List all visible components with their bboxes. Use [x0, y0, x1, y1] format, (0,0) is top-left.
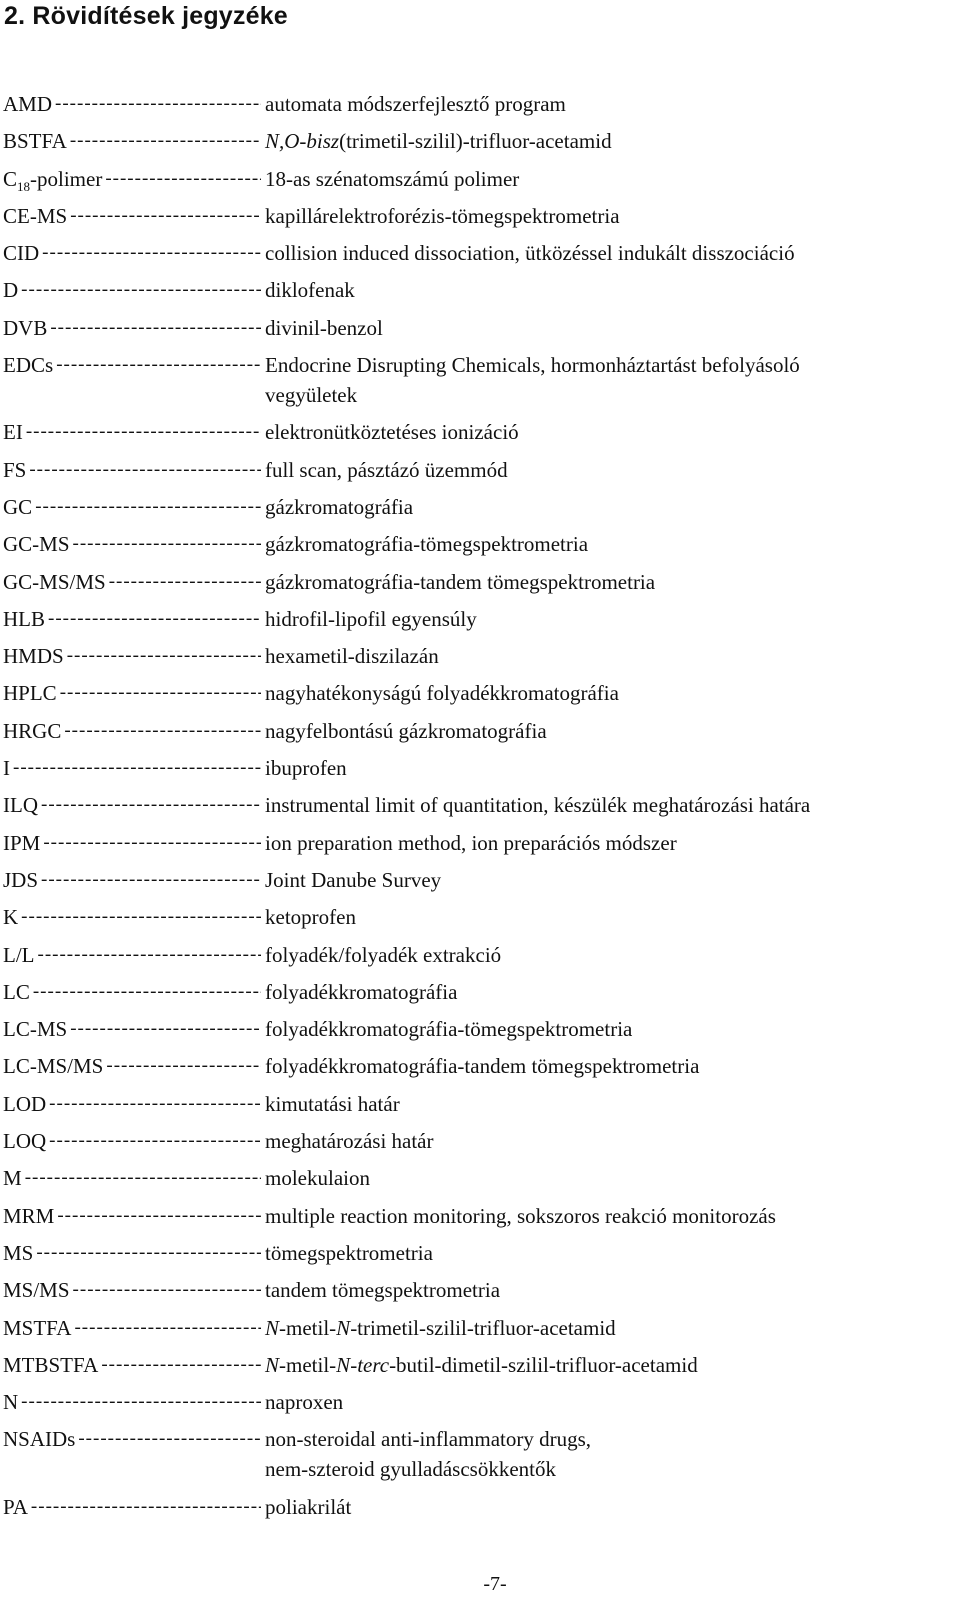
dotted-leader [49, 1089, 261, 1119]
abbreviation: JDS [3, 867, 39, 892]
definition: kapillárelektroforézis-tömegspektrometria [265, 203, 620, 228]
list-item [3, 940, 953, 970]
dotted-leader [101, 1350, 261, 1380]
list-item [3, 238, 953, 268]
definition: gázkromatográfia-tandem tömegspektrometria [265, 569, 656, 594]
page-number: -7- [483, 1573, 507, 1595]
abbreviation-cell [3, 455, 261, 485]
definition: gázkromatográfia [265, 494, 414, 519]
abbreviation: I [3, 756, 10, 781]
abbreviation-list [3, 89, 953, 1529]
definition: 18-as szénatomszámú polimer [265, 166, 520, 191]
definition: naproxen [265, 1390, 344, 1415]
list-item [3, 977, 953, 1007]
definition: divinil-benzol [265, 315, 383, 340]
abbreviation-cell [3, 89, 261, 119]
abbreviation: GC-MS/MS [3, 569, 106, 594]
abbreviation-cell [3, 417, 261, 447]
dotted-leader [36, 1238, 261, 1268]
abbreviation-cell [3, 529, 261, 559]
list-item [3, 1424, 953, 1484]
definition: diklofenak [265, 278, 355, 303]
abbreviation: PA [3, 1494, 28, 1519]
abbreviation-cell [3, 350, 261, 380]
abbreviation-cell [3, 1201, 261, 1231]
definition: gázkromatográfia-tömegspektrometria [265, 532, 589, 557]
abbreviation: FS [3, 457, 27, 482]
definition: hidrofil-lipofil egyensúly [265, 606, 477, 631]
abbreviation: EDCs [3, 353, 54, 378]
list-item [3, 492, 953, 522]
dotted-leader [41, 865, 261, 895]
abbreviation: NSAIDs [3, 1427, 76, 1452]
abbreviation: ILQ [3, 793, 38, 818]
definition: tandem tömegspektrometria [265, 1278, 501, 1303]
dotted-leader [74, 1313, 261, 1343]
dotted-leader [25, 1163, 261, 1193]
abbreviation: HPLC [3, 681, 57, 706]
dotted-leader [31, 1492, 261, 1522]
abbreviation-cell [3, 1275, 261, 1305]
abbreviation: HLB [3, 606, 45, 631]
definition: poliakrilát [265, 1494, 352, 1519]
abbreviation-cell [3, 164, 261, 194]
dotted-leader [73, 529, 261, 559]
list-item [3, 1201, 953, 1231]
definition: ketoprofen [265, 905, 356, 930]
definition: collision induced dissociation, ütközéssel indukált disszociáció [265, 241, 795, 266]
definition: folyadékkromatográfia-tömegspektrometria [265, 1017, 633, 1042]
dotted-leader [26, 417, 261, 447]
list-item [3, 828, 953, 858]
dotted-leader [55, 89, 261, 119]
dotted-leader [64, 716, 261, 746]
abbreviation: GC-MS [3, 532, 70, 557]
page-title: 2. Rövidítések jegyzéke [4, 2, 288, 30]
definition: Joint Danube Survey [265, 867, 442, 892]
abbreviation-cell [3, 238, 261, 268]
list-item [3, 126, 953, 156]
dotted-leader [109, 567, 261, 597]
abbreviation: HRGC [3, 718, 62, 743]
definition: nagyhatékonyságú folyadékkromatográfia [265, 681, 619, 706]
abbreviation-cell [3, 1350, 261, 1380]
definition: molekulaion [265, 1166, 370, 1191]
dotted-leader [106, 1051, 261, 1081]
abbreviation-cell [3, 1014, 261, 1044]
dotted-leader [73, 1275, 261, 1305]
definition: elektronütköztetéses ionizáció [265, 420, 519, 445]
abbreviation: MSTFA [3, 1315, 72, 1340]
dotted-leader [38, 940, 262, 970]
list-item [3, 753, 953, 783]
definition: nagyfelbontású gázkromatográfia [265, 718, 547, 743]
dotted-leader [21, 902, 261, 932]
abbreviation: LC-MS [3, 1017, 68, 1042]
abbreviation-cell [3, 1163, 261, 1193]
list-item [3, 201, 953, 231]
list-item [3, 89, 953, 119]
definition: ibuprofen [265, 756, 347, 781]
definition: kimutatási határ [265, 1091, 400, 1116]
abbreviation-cell [3, 201, 261, 231]
dotted-leader [60, 678, 261, 708]
abbreviation-cell [3, 492, 261, 522]
dotted-leader [21, 1387, 261, 1417]
list-item [3, 455, 953, 485]
definition: meghatározási határ [265, 1129, 434, 1154]
definition: non-steroidal anti-inflammatory drugs, nem-szteroid gyulladáscsökkentők [265, 1427, 592, 1482]
dotted-leader [13, 753, 261, 783]
list-item [3, 1275, 953, 1305]
list-item [3, 1387, 953, 1417]
list-item [3, 1238, 953, 1268]
abbreviation-cell [3, 977, 261, 1007]
definition: folyadék/folyadék extrakció [265, 942, 502, 967]
abbreviation-cell [3, 828, 261, 858]
dotted-leader [21, 275, 261, 305]
abbreviation: MTBSTFA [3, 1352, 99, 1377]
dotted-leader [67, 641, 261, 671]
dotted-leader [48, 604, 261, 634]
abbreviation: CID [3, 241, 40, 266]
list-item [3, 1126, 953, 1156]
list-item [3, 604, 953, 634]
abbreviation: MRM [3, 1203, 55, 1228]
definition: multiple reaction monitoring, sokszoros reakció monitorozás [265, 1203, 776, 1228]
abbreviation-cell [3, 567, 261, 597]
dotted-leader [42, 238, 261, 268]
abbreviation-cell [3, 313, 261, 343]
abbreviation: LC [3, 979, 30, 1004]
definition: folyadékkromatográfia [265, 979, 458, 1004]
abbreviation: LC-MS/MS [3, 1054, 104, 1079]
abbreviation: DVB [3, 315, 48, 340]
list-item [3, 902, 953, 932]
abbreviation: LOQ [3, 1129, 47, 1154]
list-item [3, 529, 953, 559]
dotted-leader [50, 313, 261, 343]
abbreviation-cell [3, 1089, 261, 1119]
definition: tömegspektrometria [265, 1240, 433, 1265]
abbreviation: EI [3, 420, 23, 445]
dotted-leader [41, 790, 261, 820]
abbreviation: LOD [3, 1091, 47, 1116]
list-item [3, 1492, 953, 1522]
dotted-leader [29, 455, 261, 485]
list-item [3, 716, 953, 746]
definition: automata módszerfejlesztő program [265, 92, 566, 116]
abbreviation-cell [3, 604, 261, 634]
dotted-leader [70, 201, 261, 231]
abbreviation-cell [3, 1238, 261, 1268]
dotted-leader [56, 350, 261, 380]
definition: N-metil-N-trimetil-szilil-trifluor-acetamid [265, 1315, 616, 1340]
list-item [3, 1014, 953, 1044]
list-item [3, 641, 953, 671]
abbreviation-cell [3, 1126, 261, 1156]
abbreviation: AMD [3, 92, 53, 116]
list-item [3, 1051, 953, 1081]
definition: hexametil-diszilazán [265, 644, 439, 669]
abbreviation-cell [3, 678, 261, 708]
abbreviation-cell [3, 940, 261, 970]
abbreviation-cell [3, 865, 261, 895]
definition: folyadékkromatográfia-tandem tömegspektrometria [265, 1054, 700, 1079]
definition: N,O-bisz(trimetil-szilil)-trifluor-acetamid [265, 129, 612, 154]
list-item [3, 567, 953, 597]
dotted-leader [78, 1424, 261, 1454]
abbreviation-cell [3, 275, 261, 305]
abbreviation-cell [3, 1492, 261, 1522]
list-item [3, 1163, 953, 1193]
abbreviation-cell [3, 126, 261, 156]
list-item [3, 313, 953, 343]
list-item [3, 1313, 953, 1343]
abbreviation: M [3, 1166, 22, 1191]
abbreviation-cell [3, 716, 261, 746]
list-item [3, 790, 953, 820]
dotted-leader [70, 126, 261, 156]
abbreviation: L/L [3, 942, 35, 967]
list-item [3, 275, 953, 305]
definition: Endocrine Disrupting Chemicals, hormonháztartást befolyásoló vegyületek [265, 353, 800, 408]
abbreviation: CE-MS [3, 203, 68, 228]
list-item [3, 1350, 953, 1380]
list-item [3, 164, 953, 194]
abbreviation-cell [3, 790, 261, 820]
dotted-leader [43, 828, 261, 858]
definition: N-metil-N-terc-butil-dimetil-szilil-trifluor-acetamid [265, 1352, 698, 1377]
abbreviation-cell [3, 753, 261, 783]
dotted-leader [57, 1201, 261, 1231]
abbreviation: IPM [3, 830, 41, 855]
list-item [3, 865, 953, 895]
dotted-leader [49, 1126, 261, 1156]
definition: full scan, pásztázó üzemmód [265, 457, 508, 482]
abbreviation-cell [3, 1387, 261, 1417]
abbreviation-cell [3, 1051, 261, 1081]
abbreviation: MS/MS [3, 1278, 70, 1303]
abbreviation-cell [3, 1424, 261, 1454]
list-item [3, 417, 953, 447]
abbreviation: $C_{18}$-polimer [3, 166, 103, 194]
abbreviation-cell [3, 902, 261, 932]
abbreviation: MS [3, 1240, 34, 1265]
list-item [3, 350, 953, 410]
dotted-leader [70, 1014, 261, 1044]
abbreviation-cell [3, 641, 261, 671]
list-item [3, 1089, 953, 1119]
abbreviation: BSTFA [3, 129, 67, 154]
abbreviation: HMDS [3, 644, 64, 669]
abbreviation: GC [3, 494, 33, 519]
list-item [3, 678, 953, 708]
definition: instrumental limit of quantitation, készülék meghatározási határa [265, 793, 811, 818]
dotted-leader [35, 492, 261, 522]
abbreviation: K [3, 905, 19, 930]
dotted-leader [105, 164, 261, 194]
abbreviation: D [3, 278, 19, 303]
abbreviation: N [3, 1390, 19, 1415]
definition: ion preparation method, ion preparációs módszer [265, 830, 677, 855]
dotted-leader [33, 977, 261, 1007]
abbreviation-cell [3, 1313, 261, 1343]
